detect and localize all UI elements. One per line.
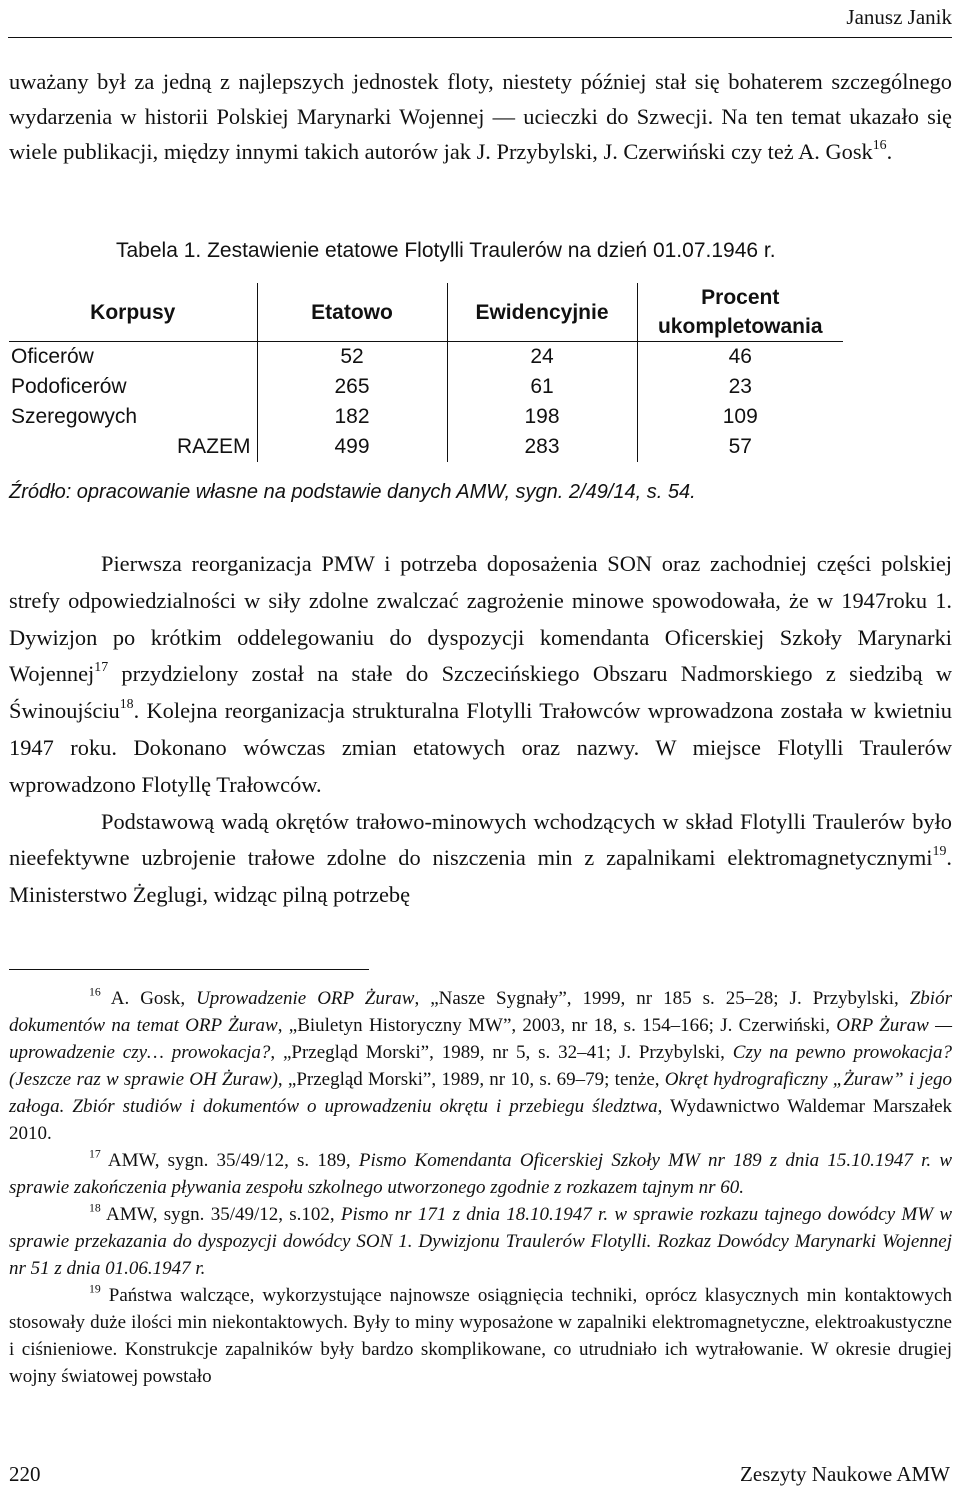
header-rule — [8, 37, 952, 38]
header-ewidencyjnie: Ewidencyjnie — [447, 283, 637, 342]
cell-ewidencyjnie: 24 — [447, 342, 637, 373]
footnote-text: , Wydawnictwo Waldemar Marszałek 2010. — [9, 1096, 952, 1144]
footnote-title: Uprowadzenie ORP Żuraw — [196, 988, 415, 1009]
paragraph-text: przydzielony został na stałe do Szczecińskiego Obszaru Nadmorskiego z siedzibą w Świnoujściu — [9, 661, 952, 724]
footnote-title: ORP Żuraw — uprowadzenie czy… prowokacja? — [9, 1015, 952, 1063]
footnote-ref-19[interactable]: 19 — [932, 844, 947, 860]
cell-ewidencyjnie: 198 — [447, 402, 637, 432]
total-ewidencyjnie: 283 — [447, 432, 637, 462]
footnote-ref-16[interactable]: 16 — [872, 138, 887, 154]
paragraph-reorganization — [9, 546, 952, 804]
intro-tail: . — [886, 139, 893, 164]
cell-procent: 23 — [637, 372, 843, 402]
table-total-row — [9, 432, 843, 462]
cell-procent: 46 — [637, 342, 843, 373]
footnote-19 — [9, 1282, 952, 1390]
footnote-title: Czy na pewno prowokacja? (Jeszcze raz w sprawie OH Żuraw) — [9, 1042, 953, 1090]
paragraph-text: Podstawową wadą okrętów trałowo-minowych wchodzących w skład Flotylli Traulerów było nieefektywne uzbrojenie trałowe zdolne do niszczenia min z zapalnikami elektromagnetycznymi — [9, 808, 952, 871]
footnote-ref-18[interactable]: 18 — [119, 697, 134, 713]
table-header-row — [9, 283, 843, 342]
table-row — [9, 372, 843, 402]
table-row — [9, 402, 843, 432]
total-etatowo: 499 — [257, 432, 447, 462]
row-label: Oficerów — [11, 345, 94, 368]
paragraph-text: . Kolejna reorganizacja strukturalna Flotylli Trałowców wprowadzona została w kwietniu 1947 roku. Dokonano wówczas zmian etatowych oraz nazwy. W miejsce Flotylli Traulerów wprowadzono Flotyllę Trałowców. — [9, 698, 952, 797]
header-korpusy: Korpusy — [9, 283, 257, 342]
footnote-separator — [9, 969, 369, 970]
footnote-title: Pismo Komendanta Oficerskiej Szkoły MW nr 189 z dnia 15.10.1947 r. w sprawie zakończenia pływania zespołu szkolnego utworzonego zgodnie z rozkazem tajnym nr 60. — [9, 1150, 953, 1198]
footnote-title: Zbiór dokumentów na temat ORP Żuraw — [9, 988, 952, 1036]
table-caption: Tabela 1. Zestawienie etatowe Flotylli Traulerów na dzień 01.07.1946 r. — [116, 239, 776, 262]
paragraph-text: . Ministerstwo Żeglugi, widząc pilną potrzebę — [9, 845, 952, 908]
footnote-text: AMW, sygn. 35/49/12, s. 189, — [100, 1150, 359, 1171]
footnote-number: 19 — [89, 1282, 101, 1296]
page-number: 220 — [9, 1462, 41, 1486]
footnote-number: 17 — [89, 1147, 101, 1161]
cell-etatowo: 265 — [257, 372, 447, 402]
footnote-17 — [9, 1147, 952, 1201]
cell-etatowo: 182 — [257, 402, 447, 432]
cell-etatowo: 52 — [257, 342, 447, 373]
table-row — [9, 342, 843, 373]
header-etatowo: Etatowo — [257, 283, 447, 342]
cell-ewidencyjnie: 61 — [447, 372, 637, 402]
intro-text: uważany był za jedną z najlepszych jednostek floty, niestety później stał się bohaterem szczególnego wydarzenia w historii Polskiej Marynarki Wojennej — ucieczki do Szwecji. Na ten temat ukazało się wiele publikacji, między innymi takich autorów jak J. Przybylski, J. Czerwiński czy też A. Gosk — [9, 69, 952, 164]
footnote-text: , „Nasze Sygnały”, 1999, nr 185 s. 25–28; J. Przybylski, — [414, 988, 910, 1009]
total-label: RAZEM — [177, 435, 251, 458]
footnote-18 — [9, 1201, 952, 1282]
footnote-text: , „Biuletyn Historyczny MW”, 2003, nr 18, s. 154–166; J. Czerwiński, — [277, 1015, 837, 1036]
footnote-text: , „Przegląd Morski”, 1989, nr 5, s. 32–41; J. Przybylski, — [270, 1042, 733, 1063]
footnote-title: Okręt hydrograficzny „Żuraw” i jego załoga. Zbiór studiów i dokumentów o uprowadzeniu okrętu i przebiegu śledztwa — [9, 1069, 953, 1117]
paragraph-text: Pierwsza reorganizacja PMW i potrzeba doposażenia SON oraz zachodniej części polskiej strefy odpowiedzialności w siły zdolne zwalczać zagrożenie minowe spowodowała, że w 1947roku 1. Dywizjon po krótkim oddelegowaniu do dyspozycji komendanta Oficerskiej Szkoły Marynarki Wojennej — [9, 551, 952, 687]
main-text — [9, 546, 952, 914]
cell-procent: 109 — [637, 402, 843, 432]
footnote-number: 16 — [89, 985, 101, 999]
footnote-16 — [9, 985, 952, 1147]
footnote-ref-17[interactable]: 17 — [94, 660, 109, 676]
footnote-text: A. Gosk, — [100, 988, 197, 1009]
row-label: Szeregowych — [11, 405, 138, 428]
footnote-text: Państwa walczące, wykorzystujące najnowsze osiągnięcia techniki, oprócz klasycznych min kontaktowych stosowały duże ilości min niekontaktowych. Były to miny wyposażone w zapalniki elektromagnetyczne, elektroakustyczne i ciśnieniowe. Konstrukcje zapalników były bardzo skomplikowane, co utrudniało ich wytrałowanie. W okresie drugiej wojny światowej powstało — [9, 1285, 952, 1387]
paragraph-armament — [9, 804, 952, 914]
row-label: Podoficerów — [11, 375, 127, 398]
table-source-note: Źródło: opracowanie własne na podstawie danych AMW, sygn. 2/49/14, s. 54. — [9, 481, 696, 503]
intro-paragraph — [9, 64, 952, 169]
footnotes — [9, 985, 952, 1390]
footnote-text: , „Przegląd Morski”, 1989, nr 10, s. 69–79; tenże, — [277, 1069, 665, 1090]
running-head-author: Janusz Janik — [846, 5, 952, 29]
journal-name: Zeszyty Naukowe AMW — [740, 1462, 950, 1486]
footnote-number: 18 — [89, 1201, 101, 1215]
total-procent: 57 — [637, 432, 843, 462]
footnote-text: AMW, sygn. 35/49/12, s.102, — [100, 1204, 341, 1225]
staffing-table — [9, 283, 843, 462]
header-procent: Procent ukompletowania — [637, 283, 843, 342]
footnote-title: Pismo nr 171 z dnia 18.10.1947 r. w sprawie rozkazu tajnego dowódcy MW w sprawie przekazania do dyspozycji dowódcy SON 1. Dywizjonu Traulerów Flotylli. Rozkaz Dowódcy Marynarki Wojennej nr 51 z dnia 01.06.1947 r. — [9, 1204, 953, 1279]
